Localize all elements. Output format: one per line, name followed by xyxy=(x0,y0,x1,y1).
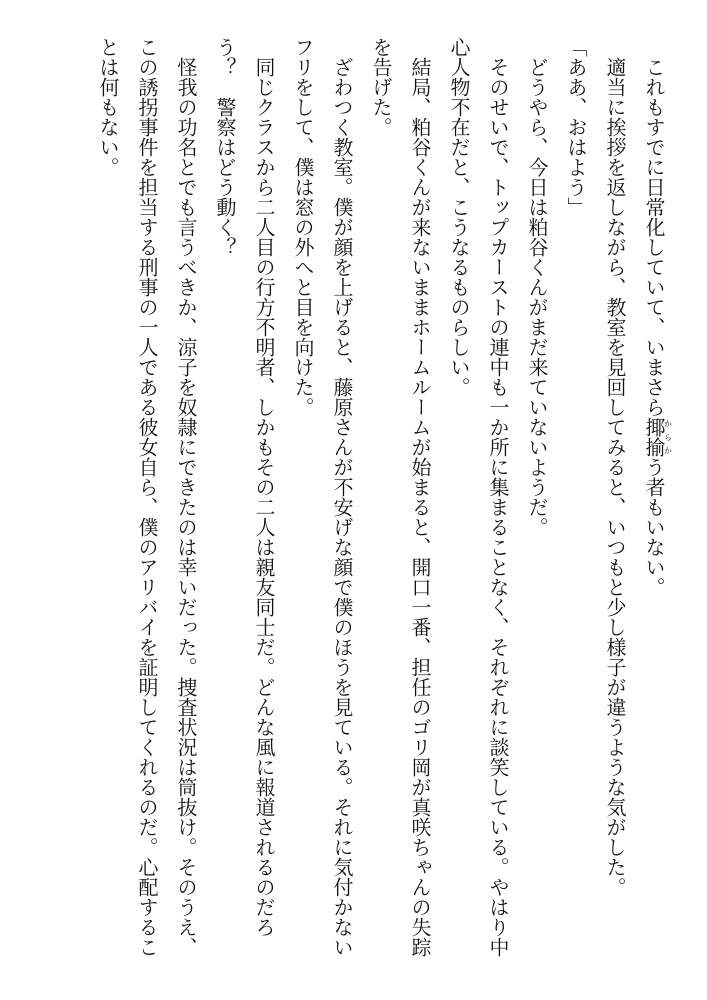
paragraph-7: ざわつく教室。僕が顔を上げると、藤原さんが不安げな顔で僕のほうを見ている。それに気付かないフリをして、僕は窓の外へと目を向けた。 xyxy=(291,37,354,957)
paragraph-2: 適当に挨拶を返しながら、教室を見回してみると、いつもと少し様子が違うような気がした。 xyxy=(603,37,627,897)
ruby-base: 揶揄 xyxy=(642,417,666,457)
dialogue-line: 「ああ、おはよう」 xyxy=(564,37,588,217)
furigana-word xyxy=(642,417,673,457)
paragraph-8: 同じクラスから二人目の行方不明者、しかもその二人は親友同士だ。どんな風に報道されるのだろう？ 警察はどう動く？ xyxy=(213,37,276,937)
paragraph-9: 怪我の功名とでも言うべきか、涼子を奴隷にできたのは幸いだった。捜査状況は筒抜け。そのうえ、この誘拐事件を担当する刑事の一人である彼女自ら、僕のアリバイを証明してくれるのだ。心配することは何もない。 xyxy=(96,37,198,957)
paragraph-1-after: う者もいない。 xyxy=(642,457,666,597)
paragraph-4: どうやら、今日は粕谷くんがまだ来ていないようだ。 xyxy=(525,37,549,537)
paragraph-1-before: これもすでに日常化していて、いまさら xyxy=(642,37,666,417)
paragraph-1 xyxy=(634,37,673,967)
paragraph-5: そのせいで、トップカーストの連中も一か所に集まることなく、それぞれに談笑している。やはり中心人物不在だと、こうなるものらしい。 xyxy=(447,37,510,957)
ruby-reading: からか xyxy=(663,417,673,457)
vertical-text-body xyxy=(88,37,673,967)
paragraph-6: 結局、粕谷くんが来ないままホームルームが始まると、開口一番、担任のゴリ岡が真咲ちゃんの失踪を告げた。 xyxy=(369,37,432,957)
